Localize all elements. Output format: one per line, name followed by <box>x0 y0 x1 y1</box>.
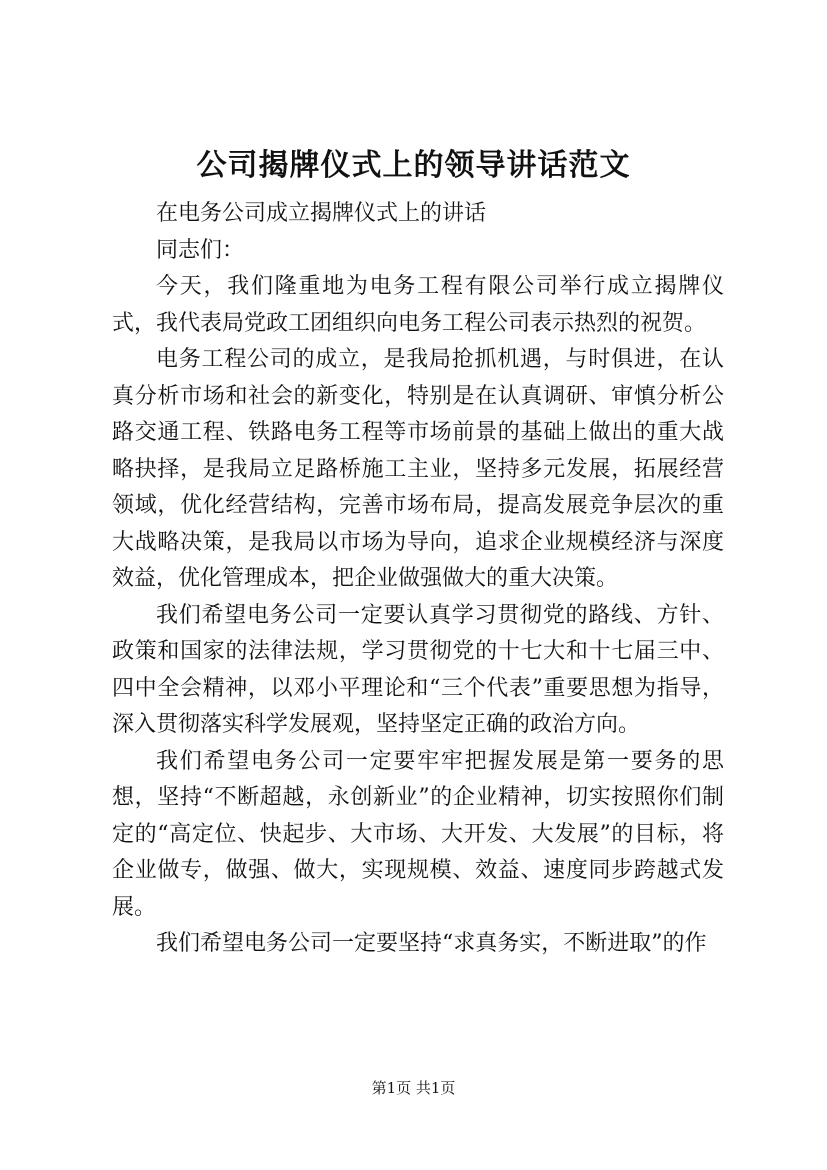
document-body <box>112 196 724 963</box>
page-footer: 第1页 共1页 <box>371 1079 456 1097</box>
paragraph: 电务工程公司的成立，是我局抢抓机遇，与时俱进，在认真分析市场和社会的新变化，特别是在认真调研、审慎分析公路交通工程、铁路电务工程等市场前景的基础上做出的重大战略抉择，是我局立足路桥施工主业，坚持多元发展，拓展经营领域，优化经营结构，完善市场布局，提高发展竞争层次的重大战略决策，是我局以市场为导向，追求企业规模经济与深度效益，优化管理成本，把企业做强做大的重大决策。 <box>112 347 724 591</box>
paragraph: 我们希望电务公司一定要牢牢把握发展是第一要务的思想，坚持“不断超越，永创新业”的企业精神，切实按照你们制定的“高定位、快起步、大市场、大开发、大发展”的目标，将企业做专，做强、做大，实现规模、效益、速度同步跨越式发展。 <box>112 748 724 920</box>
paragraph: 我们希望电务公司一定要认真学习贯彻党的路线、方针、政策和国家的法律法规，学习贯彻党的十七大和十七届三中、四中全会精神，以邓小平理论和“三个代表”重要思想为指导，深入贯彻落实科学发展观，坚持坚定正确的政治方向。 <box>112 602 724 737</box>
paragraph: 今天，我们隆重地为电务工程有限公司举行成立揭牌仪式，我代表局党政工团组织向电务工程公司表示热烈的祝贺。 <box>112 274 724 336</box>
document-title: 公司揭牌仪式上的领导讲话范文 <box>196 148 631 183</box>
paragraph-subtitle: 在电务公司成立揭牌仪式上的讲话 <box>156 201 487 226</box>
paragraph: 我们希望电务公司一定要坚持“求真务实，不断进取”的作 <box>156 931 707 956</box>
paragraph-salutation: 同志们： <box>156 237 245 263</box>
